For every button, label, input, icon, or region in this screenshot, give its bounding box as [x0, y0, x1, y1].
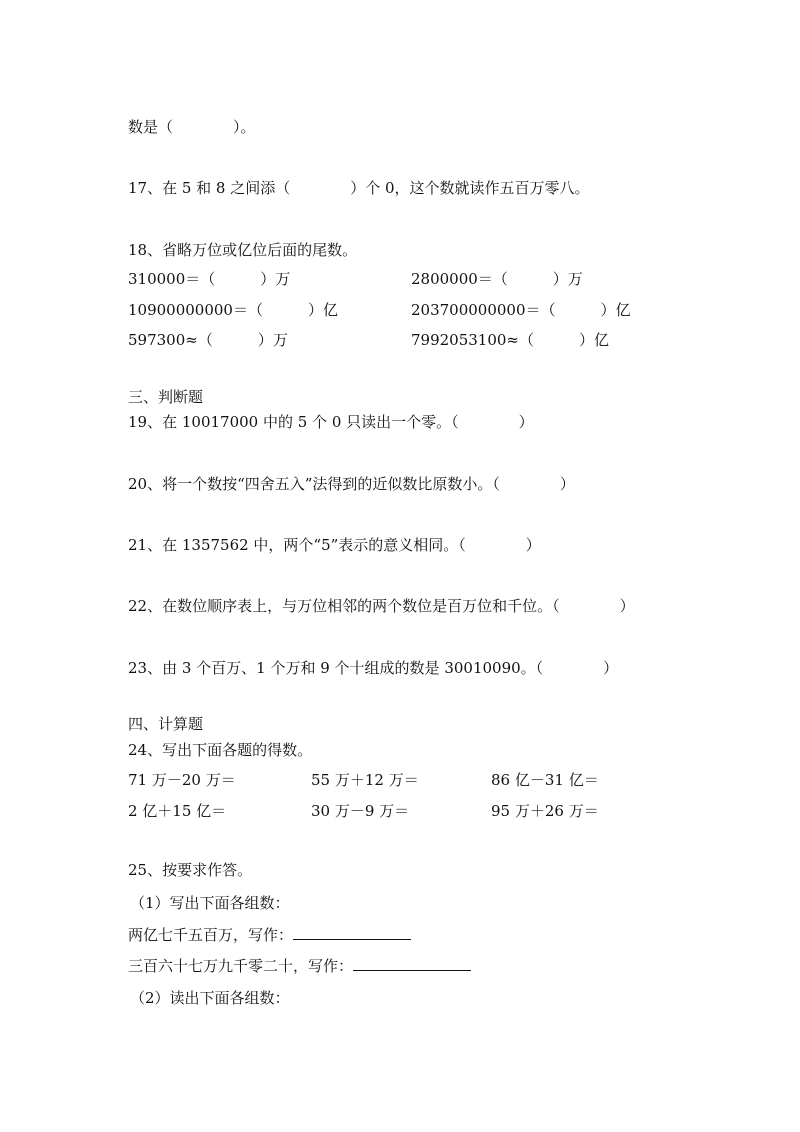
q24-item: 2 亿＋15 亿＝	[128, 802, 227, 820]
answer-blank[interactable]	[353, 956, 471, 971]
question-17: 17、在 5 和 8 之间添（ ）个 0，这个数就读作五百万零八。	[128, 179, 590, 197]
q24-item: 30 万－9 万＝	[311, 802, 410, 820]
q18-item: 7992053100≈（ ）亿	[411, 331, 610, 349]
question-19: 19、在 10017000 中的 5 个 0 只读出一个零。（ ）	[128, 413, 534, 431]
q25-item-2	[128, 956, 471, 976]
question-22: 22、在数位顺序表上，与万位相邻的两个数位是百万位和千位。（ ）	[128, 597, 635, 615]
q25-item-2-text: 三百六十七万九千零二十，写作：	[128, 957, 354, 975]
q24-item: 95 万＋26 万＝	[491, 802, 599, 820]
section-4-heading: 四、计算题	[128, 715, 204, 733]
q18-item: 597300≈（ ）万	[128, 331, 288, 349]
q18-item: 310000＝（ ）万	[128, 270, 291, 288]
q24-item: 86 亿－31 亿＝	[491, 771, 599, 789]
question-25-title: 25、按要求作答。	[128, 861, 253, 879]
section-3-heading: 三、判断题	[128, 388, 204, 406]
answer-blank[interactable]	[293, 925, 411, 940]
question-21: 21、在 1357562 中，两个“5”表示的意义相同。（ ）	[128, 536, 541, 554]
question-24-title: 24、写出下面各题的得数。	[128, 741, 313, 759]
q18-item: 10900000000＝（ ）亿	[128, 301, 338, 319]
q25-part-2: （2）读出下面各组数：	[130, 989, 290, 1007]
q25-item-1	[128, 925, 411, 945]
q16-tail: 数是（ ）。	[128, 118, 256, 136]
q24-item: 71 万－20 万＝	[128, 771, 236, 789]
question-23: 23、由 3 个百万、1 个万和 9 个十组成的数是 30010090。（ ）	[128, 659, 619, 677]
q18-item: 2800000＝（ ）万	[411, 270, 583, 288]
q24-item: 55 万＋12 万＝	[311, 771, 419, 789]
q25-item-1-text: 两亿七千五百万，写作：	[128, 926, 294, 944]
question-18-title: 18、省略万位或亿位后面的尾数。	[128, 241, 358, 259]
q25-part-1: （1）写出下面各组数：	[130, 894, 290, 912]
question-20: 20、将一个数按“四舍五入”法得到的近似数比原数小。（ ）	[128, 475, 575, 493]
q18-item: 203700000000＝（ ）亿	[411, 301, 631, 319]
